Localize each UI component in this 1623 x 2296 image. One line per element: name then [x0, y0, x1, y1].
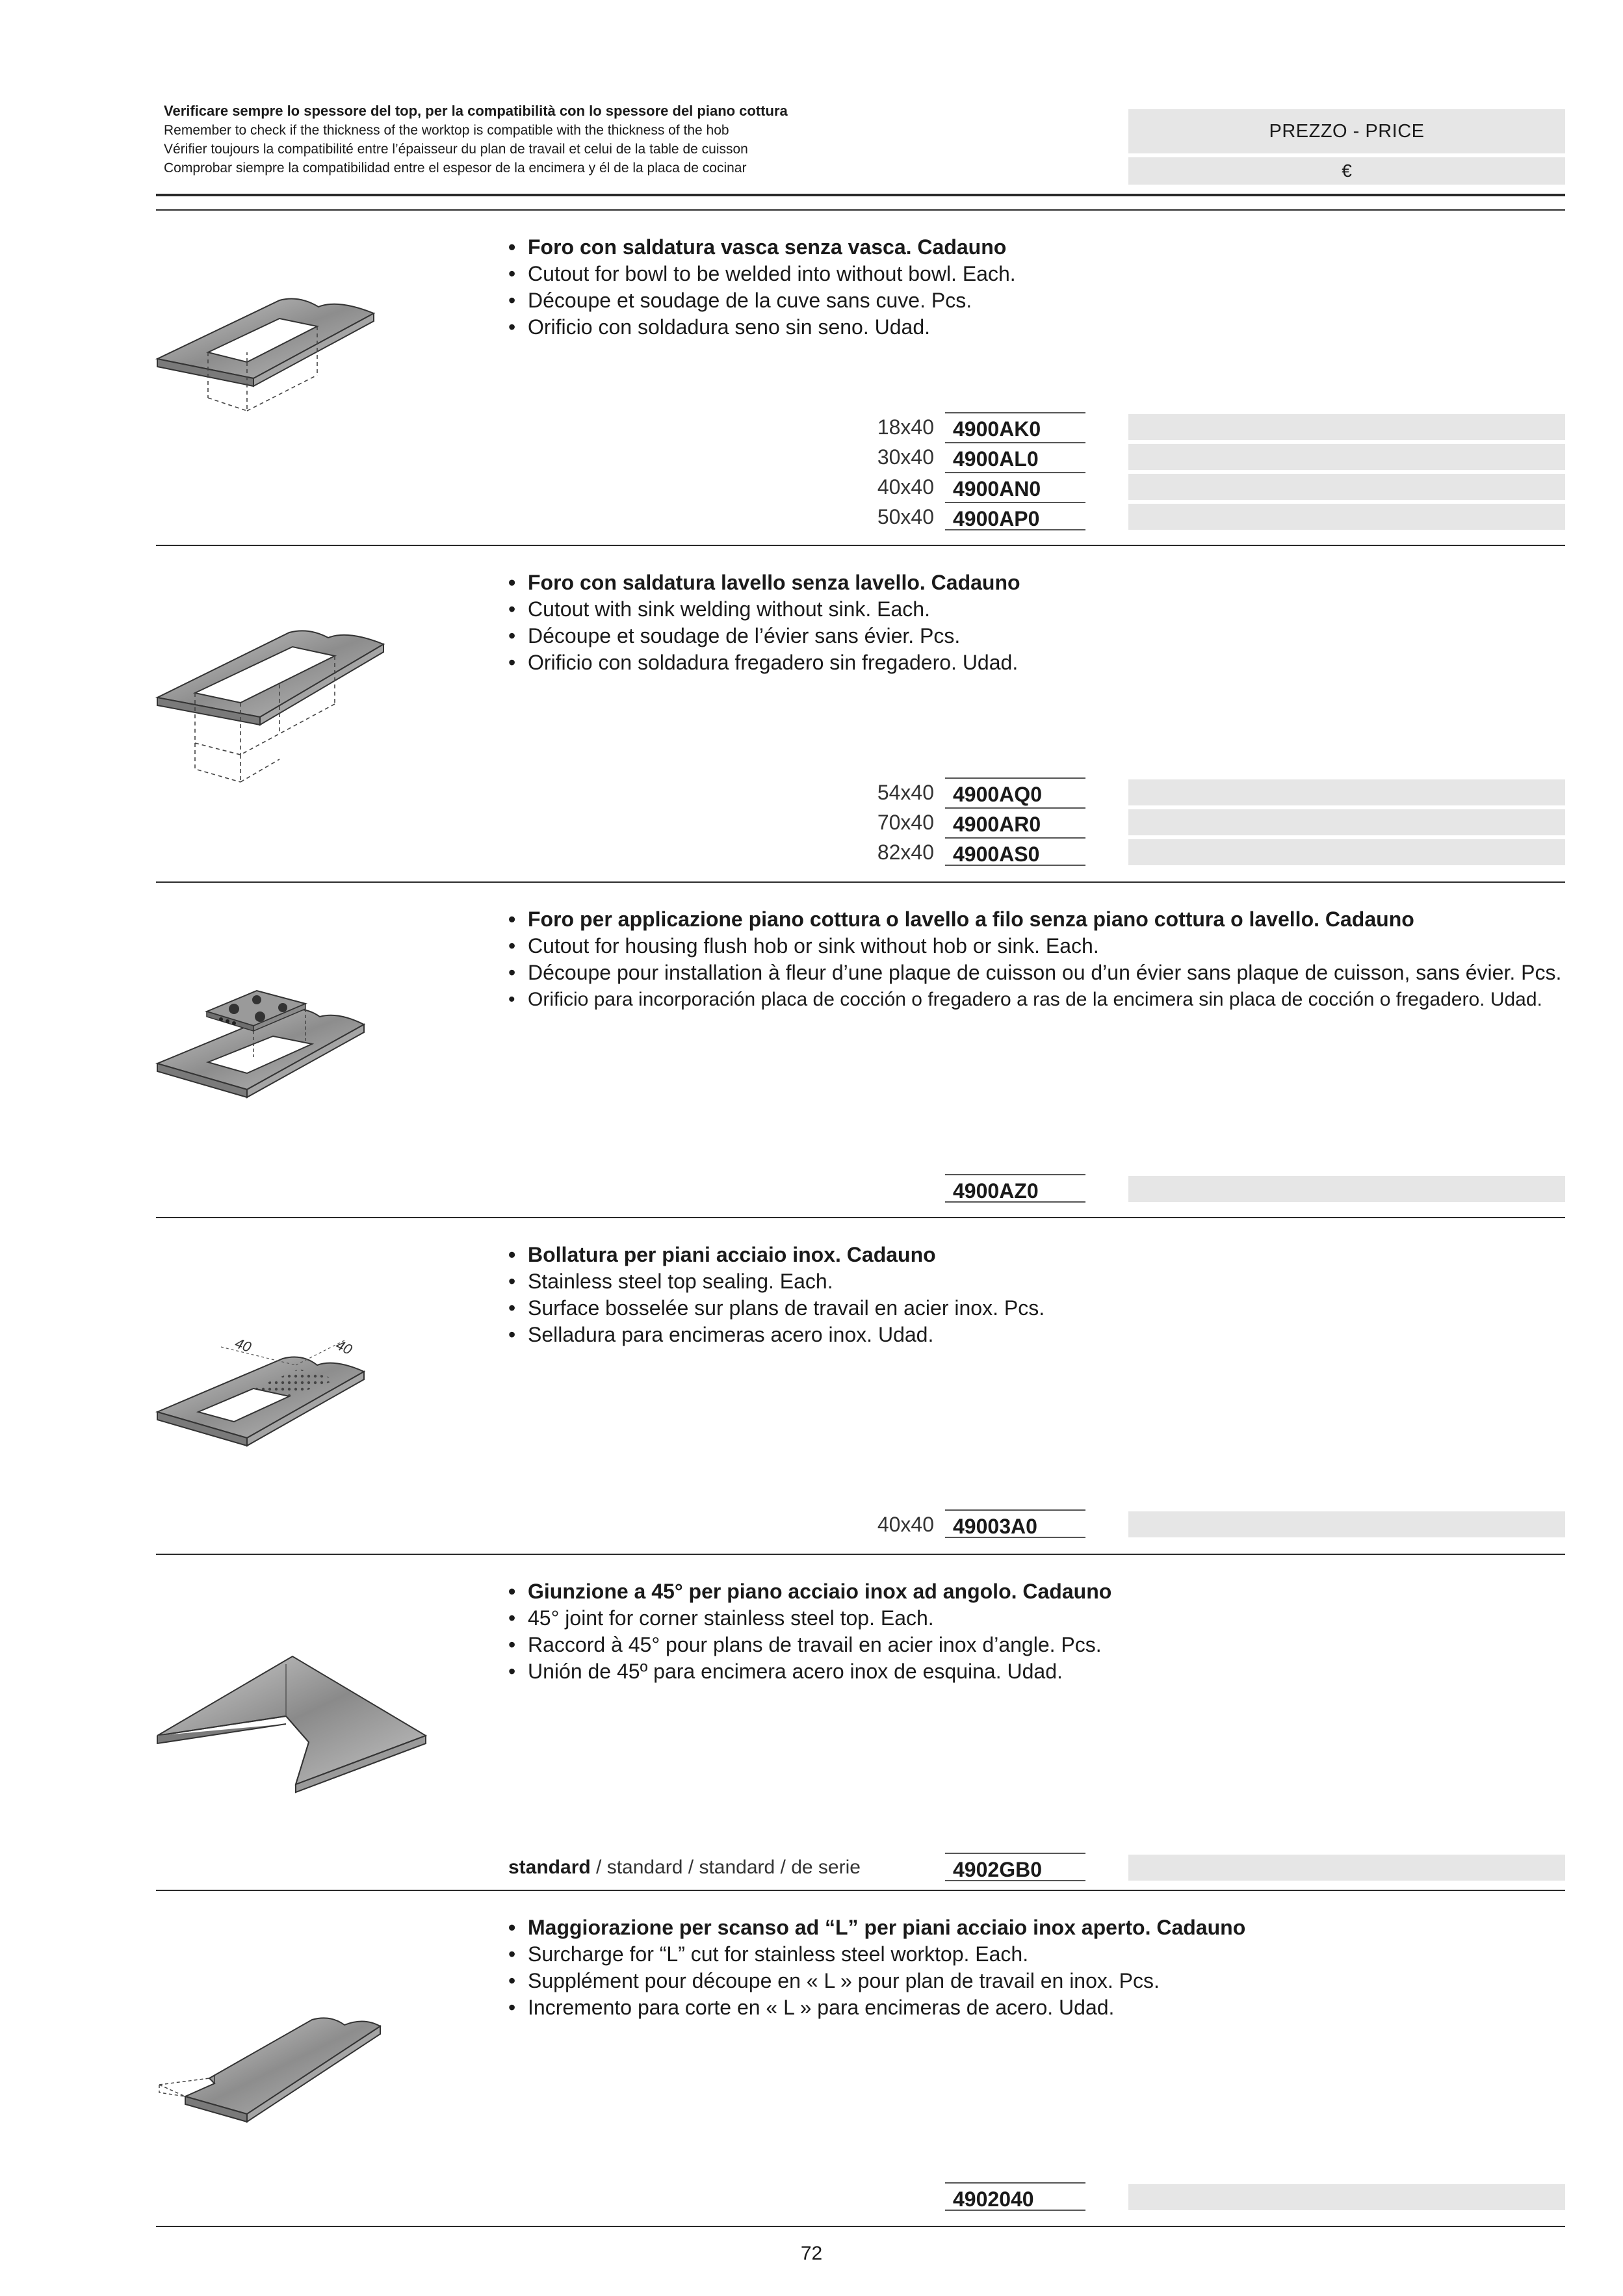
table-row — [0, 1853, 1623, 1880]
table-row — [0, 2182, 1623, 2210]
table-row — [0, 807, 1623, 835]
product-section-top-sealing — [0, 1217, 1623, 1555]
code-cell — [945, 472, 1085, 501]
dimension-label-b: 40 — [333, 1336, 355, 1358]
section-title: • Giunzione a 45° per piano acciaio inox ad angolo. Cadauno — [508, 1580, 1112, 1603]
product-section-45-joint — [0, 1554, 1623, 1892]
table-row — [0, 1174, 1623, 1201]
article-code: 4900AQ0 — [953, 783, 1042, 806]
desc-line-en: • Cutout for bowl to be welded into without bowl. Each. — [508, 262, 1016, 285]
header-note-it: Verificare sempre lo spessore del top, per la compatibilità con lo spessore del piano cottura — [164, 103, 788, 119]
section-title: • Maggiorazione per scanso ad “L” per piani acciaio inox aperto. Cadauno — [508, 1916, 1246, 1939]
price-field — [1128, 839, 1565, 865]
code-cell — [945, 1853, 1085, 1881]
page-number: 72 — [800, 2243, 823, 2264]
desc-line-en: • Stainless steel top sealing. Each. — [508, 1270, 833, 1293]
section-description — [508, 906, 1561, 1013]
desc-line-fr: • Découpe pour installation à fleur d’une plaque de cuisson ou d’un évier sans plaque de cuisson, sans évier. Pcs. — [508, 961, 1562, 984]
size-value: 50x40 — [877, 505, 934, 528]
size-value: 40x40 — [877, 475, 934, 499]
dimension-label-a: 40 — [233, 1335, 253, 1356]
header-note-en: Remember to check if the thickness of the worktop is compatible with the thickness of the hob — [164, 123, 729, 138]
table-row — [0, 777, 1623, 805]
price-field — [1128, 779, 1565, 805]
desc-line-es: • Orificio con soldadura fregadero sin fregadero. Udad. — [508, 651, 1019, 674]
price-field — [1128, 1855, 1565, 1881]
price-field — [1128, 504, 1565, 530]
table-row — [0, 502, 1623, 529]
article-code: 4900AR0 — [953, 813, 1041, 836]
product-section-l-cut-surcharge — [0, 1890, 1623, 2228]
desc-line-fr: • Découpe et soudage de l’évier sans évier. Pcs. — [508, 624, 961, 647]
size-value: 70x40 — [877, 811, 934, 834]
desc-line-en: • 45° joint for corner stainless steel top. Each. — [508, 1606, 934, 1630]
size-value: 54x40 — [877, 781, 934, 804]
desc-line-en: • Surcharge for “L” cut for stainless steel worktop. Each. — [508, 1942, 1029, 1966]
standard-bold: standard — [508, 1857, 591, 1878]
code-cell — [945, 807, 1085, 836]
code-cell — [945, 442, 1085, 471]
currency-label: € — [1342, 161, 1352, 181]
section-title: • Foro con saldatura vasca senza vasca. Cadauno — [508, 235, 1007, 259]
section-rule — [156, 1890, 1565, 1891]
size-value: 82x40 — [877, 841, 934, 864]
code-cell — [945, 777, 1085, 806]
desc-line-es: • Unión de 45º para encimera acero inox de esquina. Udad. — [508, 1660, 1063, 1683]
flush-hob-cutout-illustration — [149, 979, 396, 1122]
price-field — [1128, 474, 1565, 500]
size-value: 18x40 — [877, 415, 934, 439]
table-row — [0, 412, 1623, 439]
standard-rest: / standard / standard / de serie — [590, 1857, 861, 1878]
desc-line-es: • Orificio con soldadura seno sin seno. Udad. — [508, 315, 931, 339]
price-field — [1128, 2184, 1565, 2210]
desc-line-en: • Cutout with sink welding without sink. Each. — [508, 597, 930, 621]
article-code: 4902GB0 — [953, 1858, 1042, 1881]
section-description — [508, 234, 1016, 341]
header-note-es: Comprobar siempre la compatibilidad entre el espesor de la encimera y él de la placa de cocinar — [164, 161, 747, 176]
code-cell — [945, 1509, 1085, 1538]
article-code: 4900AK0 — [953, 417, 1041, 441]
desc-line-fr: • Raccord à 45° pour plans de travail en acier inox d’angle. Pcs. — [508, 1633, 1102, 1656]
code-cell — [945, 2182, 1085, 2211]
section-description — [508, 1914, 1245, 2021]
section-description — [508, 1242, 1045, 1348]
corner-joint-illustration — [149, 1651, 448, 1820]
price-field — [1128, 444, 1565, 470]
price-field — [1128, 414, 1565, 440]
section-title: • Bollatura per piani acciaio inox. Cadauno — [508, 1243, 936, 1266]
code-cell — [945, 502, 1085, 530]
section-rule — [156, 545, 1565, 546]
price-field — [1128, 1176, 1565, 1202]
footer-rule — [156, 2226, 1565, 2227]
desc-line-fr: • Découpe et soudage de la cuve sans cuve. Pcs. — [508, 289, 972, 312]
section-rule — [156, 881, 1565, 883]
article-code: 49003A0 — [953, 1515, 1037, 1538]
article-code: 4902040 — [953, 2187, 1034, 2211]
code-cell — [945, 412, 1085, 441]
product-section-bowl-cutout — [0, 209, 1623, 547]
currency-header — [1128, 157, 1565, 185]
desc-line-fr: • Surface bosselée sur plans de travail en acier inox. Pcs. — [508, 1296, 1045, 1320]
top-sealing-illustration — [149, 1314, 409, 1464]
table-row — [0, 442, 1623, 469]
header-note-fr: Vérifier toujours la compatibilité entre l’épaisseur du plan de travail et celui de la table de cuisson — [164, 142, 748, 157]
code-cell — [945, 837, 1085, 866]
section-title: • Foro per applicazione piano cottura o lavello a filo senza piano cottura o lavello. Cadauno — [508, 907, 1414, 931]
l-cut-illustration — [149, 1987, 409, 2156]
section-rule — [156, 1217, 1565, 1218]
section-description — [508, 1578, 1111, 1685]
size-value: 40x40 — [877, 1513, 934, 1536]
table-row — [0, 472, 1623, 499]
desc-line-es: • Incremento para corte en « L » para encimeras de acero. Udad. — [508, 1996, 1115, 2019]
desc-line-es: • Orificio para incorporación placa de cocción o fregadero a ras de la encimera sin placa de cocción o fregadero. Udad. — [508, 989, 1542, 1010]
article-code: 4900AS0 — [953, 842, 1040, 866]
price-field — [1128, 809, 1565, 835]
article-code: 4900AN0 — [953, 477, 1041, 501]
section-description — [508, 569, 1020, 676]
price-column-header — [1128, 109, 1565, 153]
article-code: 4900AZ0 — [953, 1179, 1039, 1203]
size-value: 30x40 — [877, 445, 934, 469]
price-label: PREZZO - PRICE — [1269, 120, 1425, 142]
desc-line-es: • Selladura para encimeras acero inox. Udad. — [508, 1323, 934, 1346]
product-section-sink-cutout — [0, 545, 1623, 883]
code-cell — [945, 1174, 1085, 1203]
section-rule — [156, 1554, 1565, 1555]
desc-line-fr: • Supplément pour découpe en « L » pour plan de travail en inox. Pcs. — [508, 1969, 1160, 1992]
article-code: 4900AL0 — [953, 447, 1039, 471]
desc-line-en: • Cutout for housing flush hob or sink without hob or sink. Each. — [508, 934, 1099, 958]
price-field — [1128, 1511, 1565, 1537]
header-rule-thick — [156, 194, 1565, 196]
product-section-flush-hob-cutout — [0, 881, 1623, 1220]
table-row — [0, 1509, 1623, 1537]
article-code: 4900AP0 — [953, 507, 1040, 530]
section-title: • Foro con saldatura lavello senza lavello. Cadauno — [508, 571, 1020, 594]
table-row — [0, 837, 1623, 865]
